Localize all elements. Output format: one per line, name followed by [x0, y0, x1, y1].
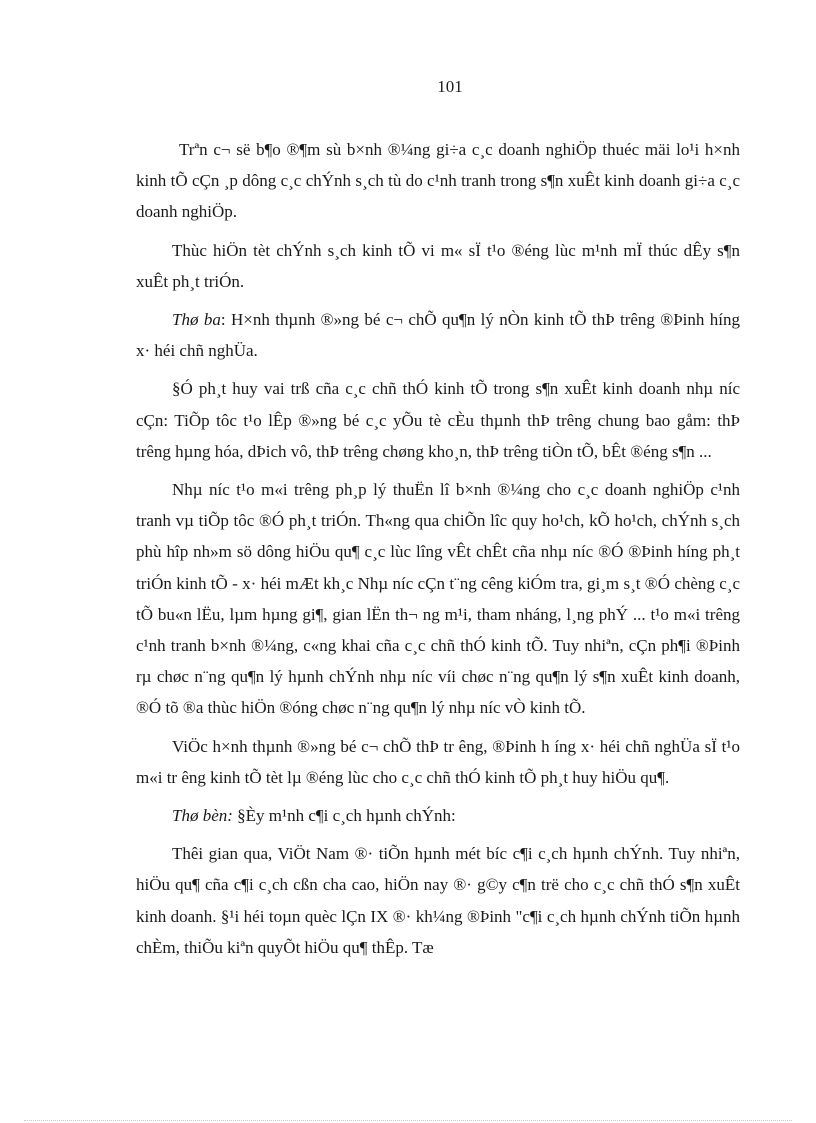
paragraph: ViÖc h×nh thµnh ®»ng bé c¬ chÕ thÞ tr êng, ®Þinh h íng x· héi chñ nghÜa sÏ t¹o m«i tr êng kinh tÕ tèt lµ ®éng lùc cho c¸c chñ thÓ kinh tÕ ph¸t huy hiÖu qu¶. [136, 736, 740, 787]
paragraph: Thùc hiÖn tèt chÝnh s¸ch kinh tÕ vi m« sÏ t¹o ®éng lùc m¹nh mÏ thúc dÊy s¶n xuÊt ph¸t triÓn. [136, 240, 740, 291]
page-bottom-divider [24, 1120, 792, 1121]
paragraph: Thø bèn: §Èy m¹nh c¶i c¸ch hµnh chÝnh: [172, 806, 456, 826]
paragraph: Thø ba: H×nh thµnh ®»ng bé c¬ chÕ qu¶n lý nÒn kinh tÕ thÞ trêng ®Þinh híng x· héi chñ nghÜa. [136, 310, 740, 361]
section-lead: Thø bèn: [172, 806, 233, 826]
paragraph: §Ó ph¸t huy vai trß cña c¸c chñ thÓ kinh tÕ trong s¶n xuÊt kinh doanh nhµ níc cÇn: TiÕp tôc t¹o lÊp ®»ng bé c¸c yÕu tè cÈu thµnh thÞ trêng chung bao gåm: thÞ trêng hµng hóa, dÞich vô, thÞ trêng chøng kho¸n, thÞ trêng tiÒn tÕ, bÊt ®éng s¶n ... [136, 379, 740, 461]
document-body [136, 134, 740, 970]
paragraph: Nhµ níc t¹o m«i trêng ph¸p lý thuËn lî b×nh ®¼ng cho c¸c doanh nghiÖp c¹nh tranh vµ tiÕp tôc ®Ó ph¸t triÓn. Th«ng qua chiÕn lîc quy ho¹ch, kÕ ho¹ch, chÝnh s¸ch phù hîp nh»m sö dông hiÖu qu¶ c¸c lùc lîng vÊt chÊt cña nhµ níc ®Ó ®Þinh híng ph¸t triÓn kinh tÕ - x· héi mÆt kh¸c Nhµ níc cÇn t¨ng cêng kiÓm tra, gi¸m s¸t ®Ó chèng c¸c tÕ bu«n lËu, lµm hµng gi¶, gian lËn th¬ ng m¹i, tham nháng, l¸ng phÝ ... t¹o m«i trêng c¹nh tranh b×nh ®¼ng, c«ng khai cña c¸c chñ thÓ kinh tÕ. Tuy nhiªn, cÇn ph¶i ®Þinh rµ chøc n¨ng qu¶n lý hµnh chÝnh nhµ níc víi chøc n¨ng qu¶n lý s¶n xuÊt kinh doanh, ®Ó tõ ®a thùc hiÖn ®óng chøc n¨ng qu¶n lý nhµ níc vÒ kinh tÕ. [136, 480, 740, 718]
section-lead: Thø ba [172, 310, 221, 330]
paragraph: Trªn c¬ së b¶o ®¶m sù b×nh ®¼ng gi÷a c¸c doanh nghiÖp thuéc mäi lo¹i h×nh kinh tÕ cÇn ¸p dông c¸c chÝnh s¸ch tù do c¹nh tranh trong s¶n xuÊt kinh doanh gi÷a c¸c doanh nghiÖp. [136, 140, 740, 222]
paragraph: Thêi gian qua, ViÖt Nam ®· tiÕn hµnh mét bíc c¶i c¸ch hµnh chÝnh. Tuy nhiªn, hiÖu qu¶ cña c¶i c¸ch cßn cha cao, hiÖn nay ®· g©y c¶n trë cho c¸c chñ thÓ s¶n xuÊt kinh doanh. §¹i héi toµn quèc lÇn IX ®· kh¼ng ®Þinh "c¶i c¸ch hµnh chÝnh tiÕn hµnh chÈm, thiÕu kiªn quyÕt hiÖu qu¶ thÊp. Tæ [136, 844, 740, 957]
page-number: 101 [437, 77, 463, 96]
